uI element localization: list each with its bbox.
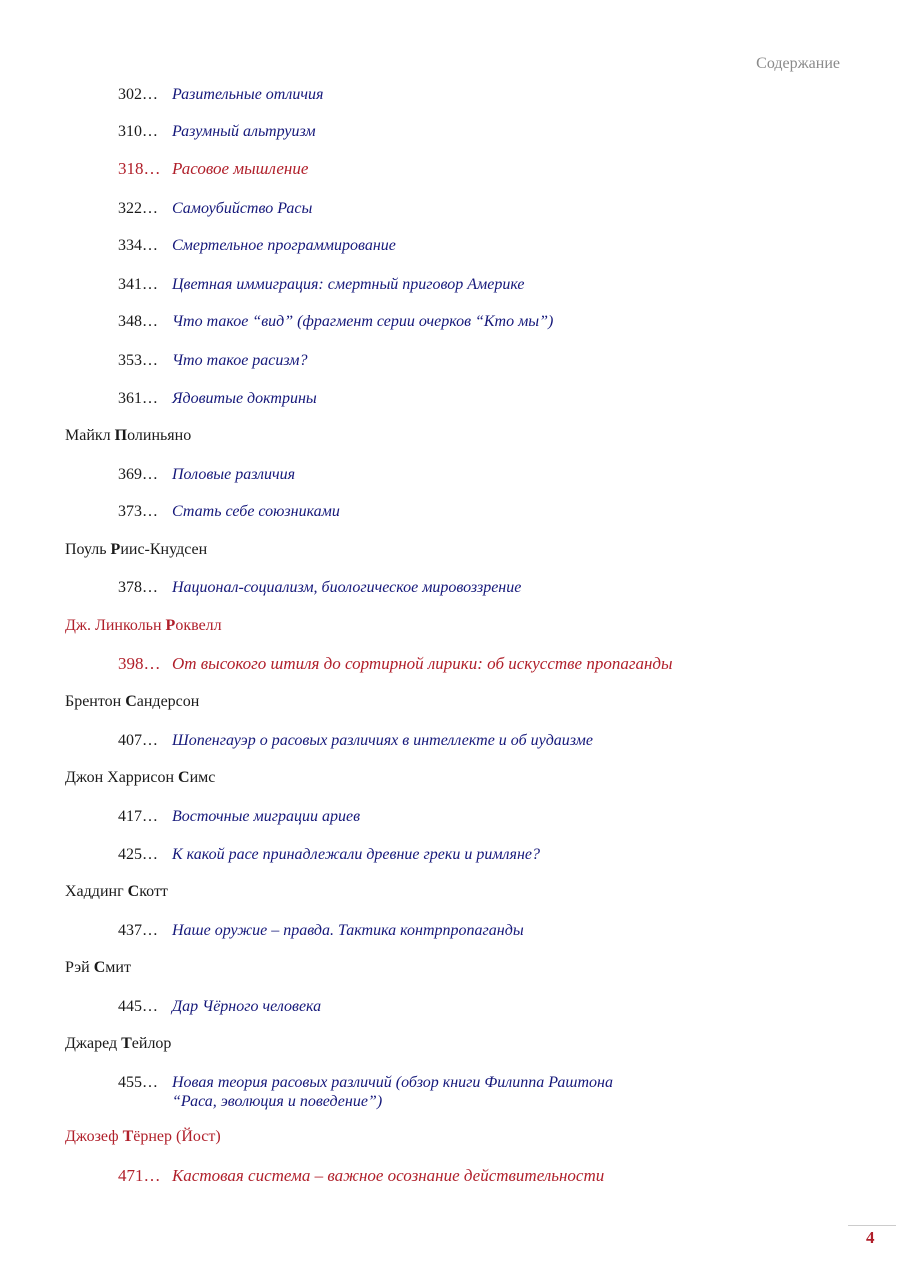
author-name-highlighted <box>65 1128 221 1146</box>
author-name <box>65 769 215 787</box>
page-ref: 348… <box>118 313 158 330</box>
page-ref: 302… <box>118 86 158 103</box>
author-rest: иис-Кнудсен <box>120 541 208 558</box>
toc-entry[interactable] <box>118 85 323 104</box>
page-ref: 417… <box>118 808 158 825</box>
entry-title: Шопенгауэр о расовых различиях в интеллекте и об иудаизме <box>172 732 593 749</box>
author-first: Брентон <box>65 693 126 710</box>
toc-entry[interactable] <box>118 389 317 408</box>
entry-title: Восточные миграции ариев <box>172 808 361 825</box>
entry-title: Стать себе союзниками <box>172 503 340 520</box>
toc-entry[interactable] <box>118 845 540 864</box>
entry-title: Дар Чёрного человека <box>172 998 322 1015</box>
entry-title: Наше оружие – правда. Тактика контрпропаганды <box>172 922 524 939</box>
toc-entry[interactable] <box>118 122 316 141</box>
author-rest: ёрнер (Йост) <box>133 1128 221 1145</box>
entry-title: К какой расе принадлежали древние греки и римляне? <box>172 846 541 863</box>
toc-entry-highlighted[interactable] <box>118 1166 604 1186</box>
entry-title: От высокого штиля до сортирной лирики: об искусстве пропаганды <box>172 654 673 673</box>
page-ref: 437… <box>118 922 158 939</box>
toc-entry[interactable] <box>118 351 307 370</box>
entry-title: Национал-социализм, биологическое мировоззрение <box>172 579 522 596</box>
author-initial: Т <box>122 1128 134 1145</box>
author-name <box>65 959 131 977</box>
author-initial: Р <box>165 617 176 634</box>
author-name <box>65 1035 171 1053</box>
toc-entry[interactable] <box>118 275 525 294</box>
author-initial: П <box>114 427 128 444</box>
entry-title: Самоубийство Расы <box>172 200 313 217</box>
toc-entry[interactable] <box>118 465 295 484</box>
page-ref: 369… <box>118 466 158 483</box>
author-first: Дж. Линкольн <box>65 617 166 634</box>
page-ref: 471… <box>118 1166 161 1185</box>
entry-title: Расовое мышление <box>172 159 309 178</box>
entry-title: Кастовая система – важное осознание действительности <box>172 1166 605 1185</box>
author-name <box>65 883 168 901</box>
entry-title: Половые различия <box>172 466 296 483</box>
page-ref: 373… <box>118 503 158 520</box>
author-rest: имс <box>189 769 216 786</box>
toc-entry[interactable] <box>118 236 396 255</box>
footer-divider <box>848 1225 896 1226</box>
author-rest: оквелл <box>175 617 222 634</box>
toc-entry[interactable] <box>118 997 321 1016</box>
page-ref: 407… <box>118 732 158 749</box>
toc-entry[interactable] <box>118 807 360 826</box>
toc-entry[interactable] <box>118 578 521 597</box>
page-ref: 310… <box>118 123 158 140</box>
entry-title-continued: “Раса, эволюция и поведение”) <box>172 1093 383 1110</box>
author-initial: Т <box>121 1035 132 1052</box>
page-ref: 341… <box>118 276 158 293</box>
author-rest: андерсон <box>136 693 200 710</box>
author-rest: ейлор <box>131 1035 172 1052</box>
author-initial: С <box>127 883 140 900</box>
toc-entry[interactable] <box>118 199 312 218</box>
author-name-highlighted <box>65 617 222 635</box>
author-initial: С <box>125 693 137 710</box>
author-first: Хаддинг <box>65 883 128 900</box>
page-ref: 322… <box>118 200 158 217</box>
author-first: Джаред <box>65 1035 122 1052</box>
entry-title: Смертельное программирование <box>172 237 396 254</box>
toc-entry-highlighted[interactable] <box>118 159 308 179</box>
entry-title: Цветная иммиграция: смертный приговор Америке <box>172 276 525 293</box>
author-initial: Р <box>110 541 121 558</box>
page-number: 4 <box>866 1228 875 1247</box>
page-ref: 353… <box>118 352 158 369</box>
toc-entry[interactable] <box>118 921 524 940</box>
entry-title: Что такое “вид” (фрагмент серии очерков “Кто мы”) <box>172 313 554 330</box>
author-rest: котт <box>139 883 168 900</box>
page-ref: 445… <box>118 998 158 1015</box>
toc-entry[interactable] <box>118 502 340 521</box>
entry-title: Новая теория расовых различий (обзор книги Филиппа Раштона <box>172 1074 613 1091</box>
author-initial: С <box>178 769 190 786</box>
page-ref: 455… <box>118 1074 158 1091</box>
running-header: Содержание <box>756 55 840 72</box>
author-first: Рэй <box>65 959 94 976</box>
author-rest: мит <box>105 959 131 976</box>
page-ref: 398… <box>118 654 161 673</box>
author-rest: олиньяно <box>127 427 192 444</box>
page-ref: 361… <box>118 390 158 407</box>
author-first: Джон Харрисон <box>65 769 179 786</box>
author-first: Поуль <box>65 541 111 558</box>
toc-entry[interactable] <box>118 1073 613 1110</box>
toc-entry[interactable] <box>118 731 593 750</box>
page-ref: 334… <box>118 237 158 254</box>
toc-entry-highlighted[interactable] <box>118 654 673 674</box>
entry-title: Разительные отличия <box>172 86 324 103</box>
author-name <box>65 427 191 445</box>
author-first: Джозеф <box>65 1128 123 1145</box>
page-ref: 318… <box>118 159 161 178</box>
author-name <box>65 693 199 711</box>
author-initial: С <box>93 959 106 976</box>
toc-entry[interactable] <box>118 312 553 331</box>
entry-title: Разумный альтруизм <box>172 123 316 140</box>
entry-title: Ядовитые доктрины <box>172 390 317 407</box>
page-ref: 378… <box>118 579 158 596</box>
entry-title: Что такое расизм? <box>172 352 308 369</box>
author-first: Майкл <box>65 427 115 444</box>
author-name <box>65 541 207 559</box>
page-ref: 425… <box>118 846 158 863</box>
